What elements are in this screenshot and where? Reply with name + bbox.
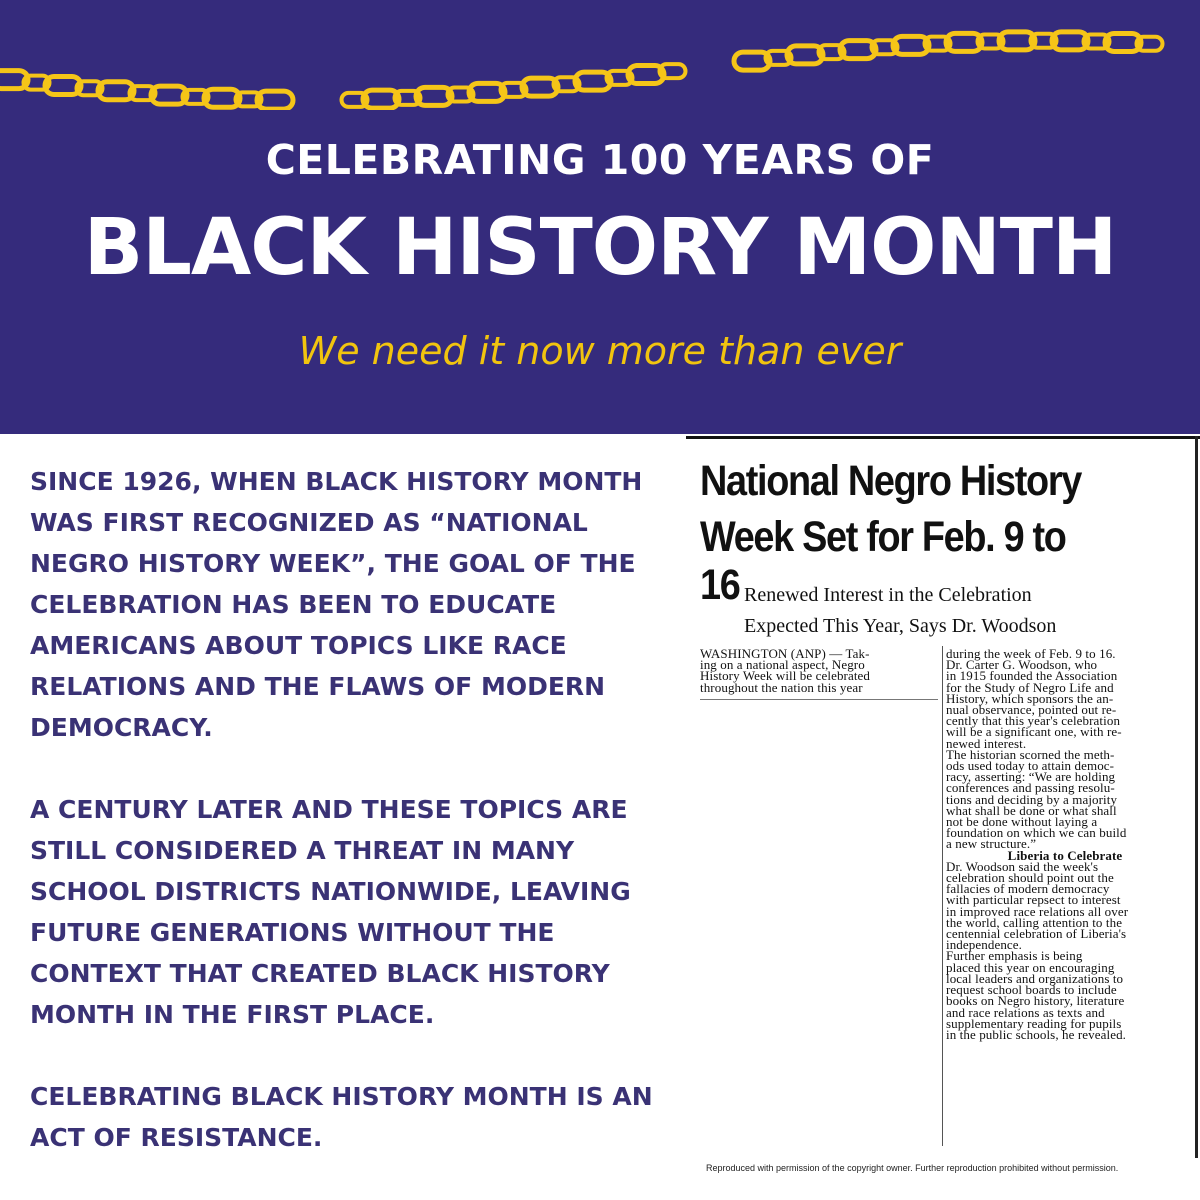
right-column-line: tions and deciding by a majority [946, 791, 1118, 807]
clipping-subhead: Liberia to Celebrate [1007, 847, 1123, 863]
right-column-line: the world, calling attention to the [946, 914, 1123, 930]
clipping-right-border [1195, 436, 1198, 1158]
right-column-line: nual observance, pointed out re- [946, 702, 1117, 718]
right-column-line: History, which sponsors the an- [946, 690, 1114, 706]
header-banner [0, 0, 1200, 434]
right-column-line: Dr. Woodson said the week's [946, 858, 1099, 874]
right-column-line: in improved race relations all over [946, 903, 1129, 919]
right-column-line: fallacies of modern democracy [946, 881, 1110, 897]
left-column-line: WASHINGTON (ANP) — Tak- [700, 646, 870, 661]
left-column-line: ing on a national aspect, Negro [700, 657, 865, 673]
right-column-line: request school boards to include [946, 982, 1117, 998]
right-column-line: independence. [946, 937, 1023, 953]
right-column-part-1 [946, 648, 1184, 850]
right-column-line: and race relations as texts and [946, 1004, 1105, 1020]
right-column-line: ods used today to attain democ- [946, 758, 1115, 774]
right-column-line: cently that this year's celebration [946, 713, 1121, 729]
right-column-line: not be done without laying a [946, 814, 1098, 830]
body-paragraph-1: SINCE 1926, WHEN BLACK HISTORY MONTH WAS FIRST RECOGNIZED AS “NATIONAL NEGRO HISTORY WEEK”, THE GOAL OF THE CELEBRATION HAS BEEN TO EDUCATE AMERICANS ABOUT TOPICS LIKE RACE RELATIONS AND THE FLAWS OF MODERN DEMOCRACY. [30, 467, 643, 742]
right-column-line: with particular repsect to interest [946, 892, 1121, 908]
clipping-left-column [700, 648, 938, 693]
copyright-credit: Reproduced with permission of the copyright owner. Further reproduction prohibited without permission. [706, 1163, 1119, 1173]
right-column-part-2 [946, 858, 1184, 1042]
right-column-line: for the Study of Negro Life and [946, 679, 1114, 695]
right-column-line: newed interest. [946, 735, 1027, 751]
right-column-line: in the public schools, he revealed. [946, 1026, 1127, 1042]
right-column-line: racy, asserting: “We are holding [946, 769, 1116, 785]
right-column-line: a new structure.” [946, 836, 1037, 852]
broken-chain-icon [0, 14, 1200, 110]
tagline: We need it now more than ever [298, 329, 902, 373]
right-column-line: The historian scorned the meth- [946, 746, 1115, 762]
left-column-line: throughout the nation this year [700, 679, 863, 695]
left-column-line: History Week will be celebrated [700, 668, 871, 684]
right-column-line: in 1915 founded the Association [946, 668, 1118, 684]
kicker-title: CELEBRATING 100 YEARS OF [265, 136, 935, 184]
right-column-line: Dr. Carter G. Woodson, who [946, 657, 1098, 673]
column-rule [700, 699, 938, 700]
clipping-headline-line-2: Week Set for Feb. 9 to 16 [700, 513, 1066, 609]
clipping-subheadline-1: Renewed Interest in the Celebration [744, 584, 1032, 606]
right-column-line: local leaders and organizations to [946, 970, 1124, 986]
right-column-line: conferences and passing resolu- [946, 780, 1115, 796]
right-column-line: celebration should point out the [946, 870, 1114, 886]
right-column-line: will be a significant one, with re- [946, 724, 1122, 740]
right-column-line: centennial celebration of Liberia's [946, 926, 1127, 942]
right-column-line: during the week of Feb. 9 to 16. [946, 646, 1116, 661]
clipping-headline-line-1: National Negro History [700, 457, 1081, 505]
right-column-line: foundation on which we can build [946, 825, 1127, 841]
body-paragraph-2: A CENTURY LATER AND THESE TOPICS ARE STILL CONSIDERED A THREAT IN MANY SCHOOL DISTRICTS NATIONWIDE, LEAVING FUTURE GENERATIONS WITHOUT THE CONTEXT THAT CREATED BLACK HISTORY MONTH IN THE FIRST PLACE. [30, 795, 631, 1029]
body-paragraph-3: CELEBRATING BLACK HISTORY MONTH IS AN ACT OF RESISTANCE. [30, 1082, 653, 1152]
newspaper-clipping [686, 436, 1200, 1158]
right-column-line: what shall be done or what shall [946, 802, 1117, 818]
clipping-right-column [946, 648, 1184, 1040]
right-column-line: supplementary reading for pupils [946, 1015, 1122, 1031]
right-column-line: placed this year on encouraging [946, 959, 1115, 975]
column-divider [942, 646, 943, 1146]
clipping-top-border [686, 436, 1200, 439]
right-column-line: books on Negro history, literature [946, 993, 1125, 1009]
right-column-line: Further emphasis is being [946, 948, 1083, 964]
main-headline: BLACK HISTORY MONTH [83, 203, 1117, 293]
clipping-subheadline-2: Expected This Year, Says Dr. Woodson [744, 615, 1057, 637]
